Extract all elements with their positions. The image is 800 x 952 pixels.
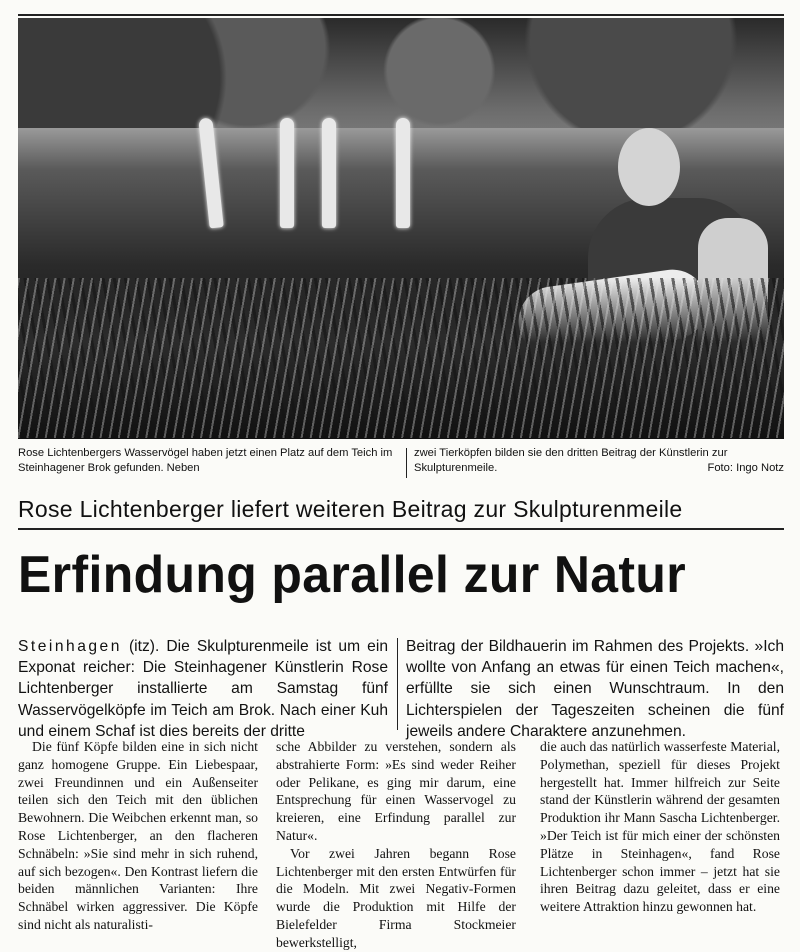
kicker-rule (18, 528, 784, 530)
photo-caption (18, 446, 784, 484)
bird-sculpture (280, 118, 294, 228)
lead-separator (397, 638, 398, 730)
lead-paragraph-left (18, 636, 388, 742)
bird-sculpture (396, 118, 410, 228)
dateline: Steinhagen (18, 638, 122, 655)
body-paragraph: Vor zwei Jahren begann Rose Lichtenberger mit den ersten Entwürfen für die Modeln. Mit zwei Negativ-Formen wurde die Produktion mit Hilfe der Bielefelder Firma Stockmeier bewerkstelligt, (276, 845, 516, 950)
photo-credit: Foto: Ingo Notz (707, 462, 784, 474)
kicker: Rose Lichtenberger liefert weiteren Beitrag zur Skulpturenmeile (18, 496, 683, 522)
reeds-foreground (18, 278, 784, 438)
headline: Erfindung parallel zur Natur (18, 546, 687, 604)
top-rule (18, 14, 784, 16)
body-column-3 (540, 738, 780, 916)
lead-text-left: (itz). Die Skulpturenmeile ist um ein Exponat reicher: Die Steinhagener Künstlerin Rose Lichtenberger installierte am Samstag fünf Wasservögelköpfe im Teich am Brok. Nach einer Kuh und einem Schaf ist dies bereits der dritte (18, 638, 388, 740)
body-paragraph: die auch das natürlich wasserfeste Material, Polymethan, speziell für dieses Projekt hergestellt hat. Immer hilfreich zur Seite stand der Künstlerin während der gesamten Produktion ihr Mann Sascha Lichtenberger. »Der Teich ist für mich einer der schönsten Plätze in Steinhagen«, fand Rose Lichtenberger schon immer – jetzt hat sie ihren Beitrag dazu geleitet, dass er eine weitere Attraktion hinzu gewonnen hat. (540, 739, 780, 915)
caption-text-right: zwei Tierköpfen bilden sie den dritten Beitrag der Künstlerin zur Skulpturenmeile. (414, 447, 728, 474)
body-paragraph: Die fünf Köpfe bilden eine in sich nicht ganz homogene Gruppe. Ein Liebespaar, zwei Freundinnen und ein Außenseiter teilen sich den Teich mit den üblichen Bewohnern. Die Weibchen erkennt man, so Rose Lichtenberger, an den flacheren Schnäbeln: »Sie sind mehr in sich ruhend, auf sich bezogen«. Den Kontrast liefern die beiden männlichen Varianten: Ihre Schnäbel wirken aggressiver. Die Köpfe sind nicht als naturalisti- (18, 739, 258, 932)
body-paragraph: sche Abbilder zu verstehen, sondern als abstrahierte Form: »Es sind weder Reiher oder Pelikane, es ging mir darum, eine Entsprechung für einen Wasservogel zu kreieren, eine Erfindung parallel zur Natur«. (276, 739, 516, 843)
caption-text-left: Rose Lichtenbergers Wasservögel haben jetzt einen Platz auf dem Teich im Steinhagener Brok gefunden. Neben (18, 447, 393, 474)
article-photo (18, 18, 784, 439)
lead-paragraph-right: Beitrag der Bildhauerin im Rahmen des Projekts. »Ich wollte von Anfang an etwas für einen Teich machen«, erfüllte sie sich einen Wunschtraum. In den Lichterspielen der Tageszeiten scheinen die fünf jeweils andere Charaktere anzunehmen. (406, 638, 784, 740)
body-column-2 (276, 738, 516, 952)
bird-sculpture (322, 118, 336, 228)
caption-separator (406, 448, 407, 478)
body-column-1 (18, 738, 258, 934)
